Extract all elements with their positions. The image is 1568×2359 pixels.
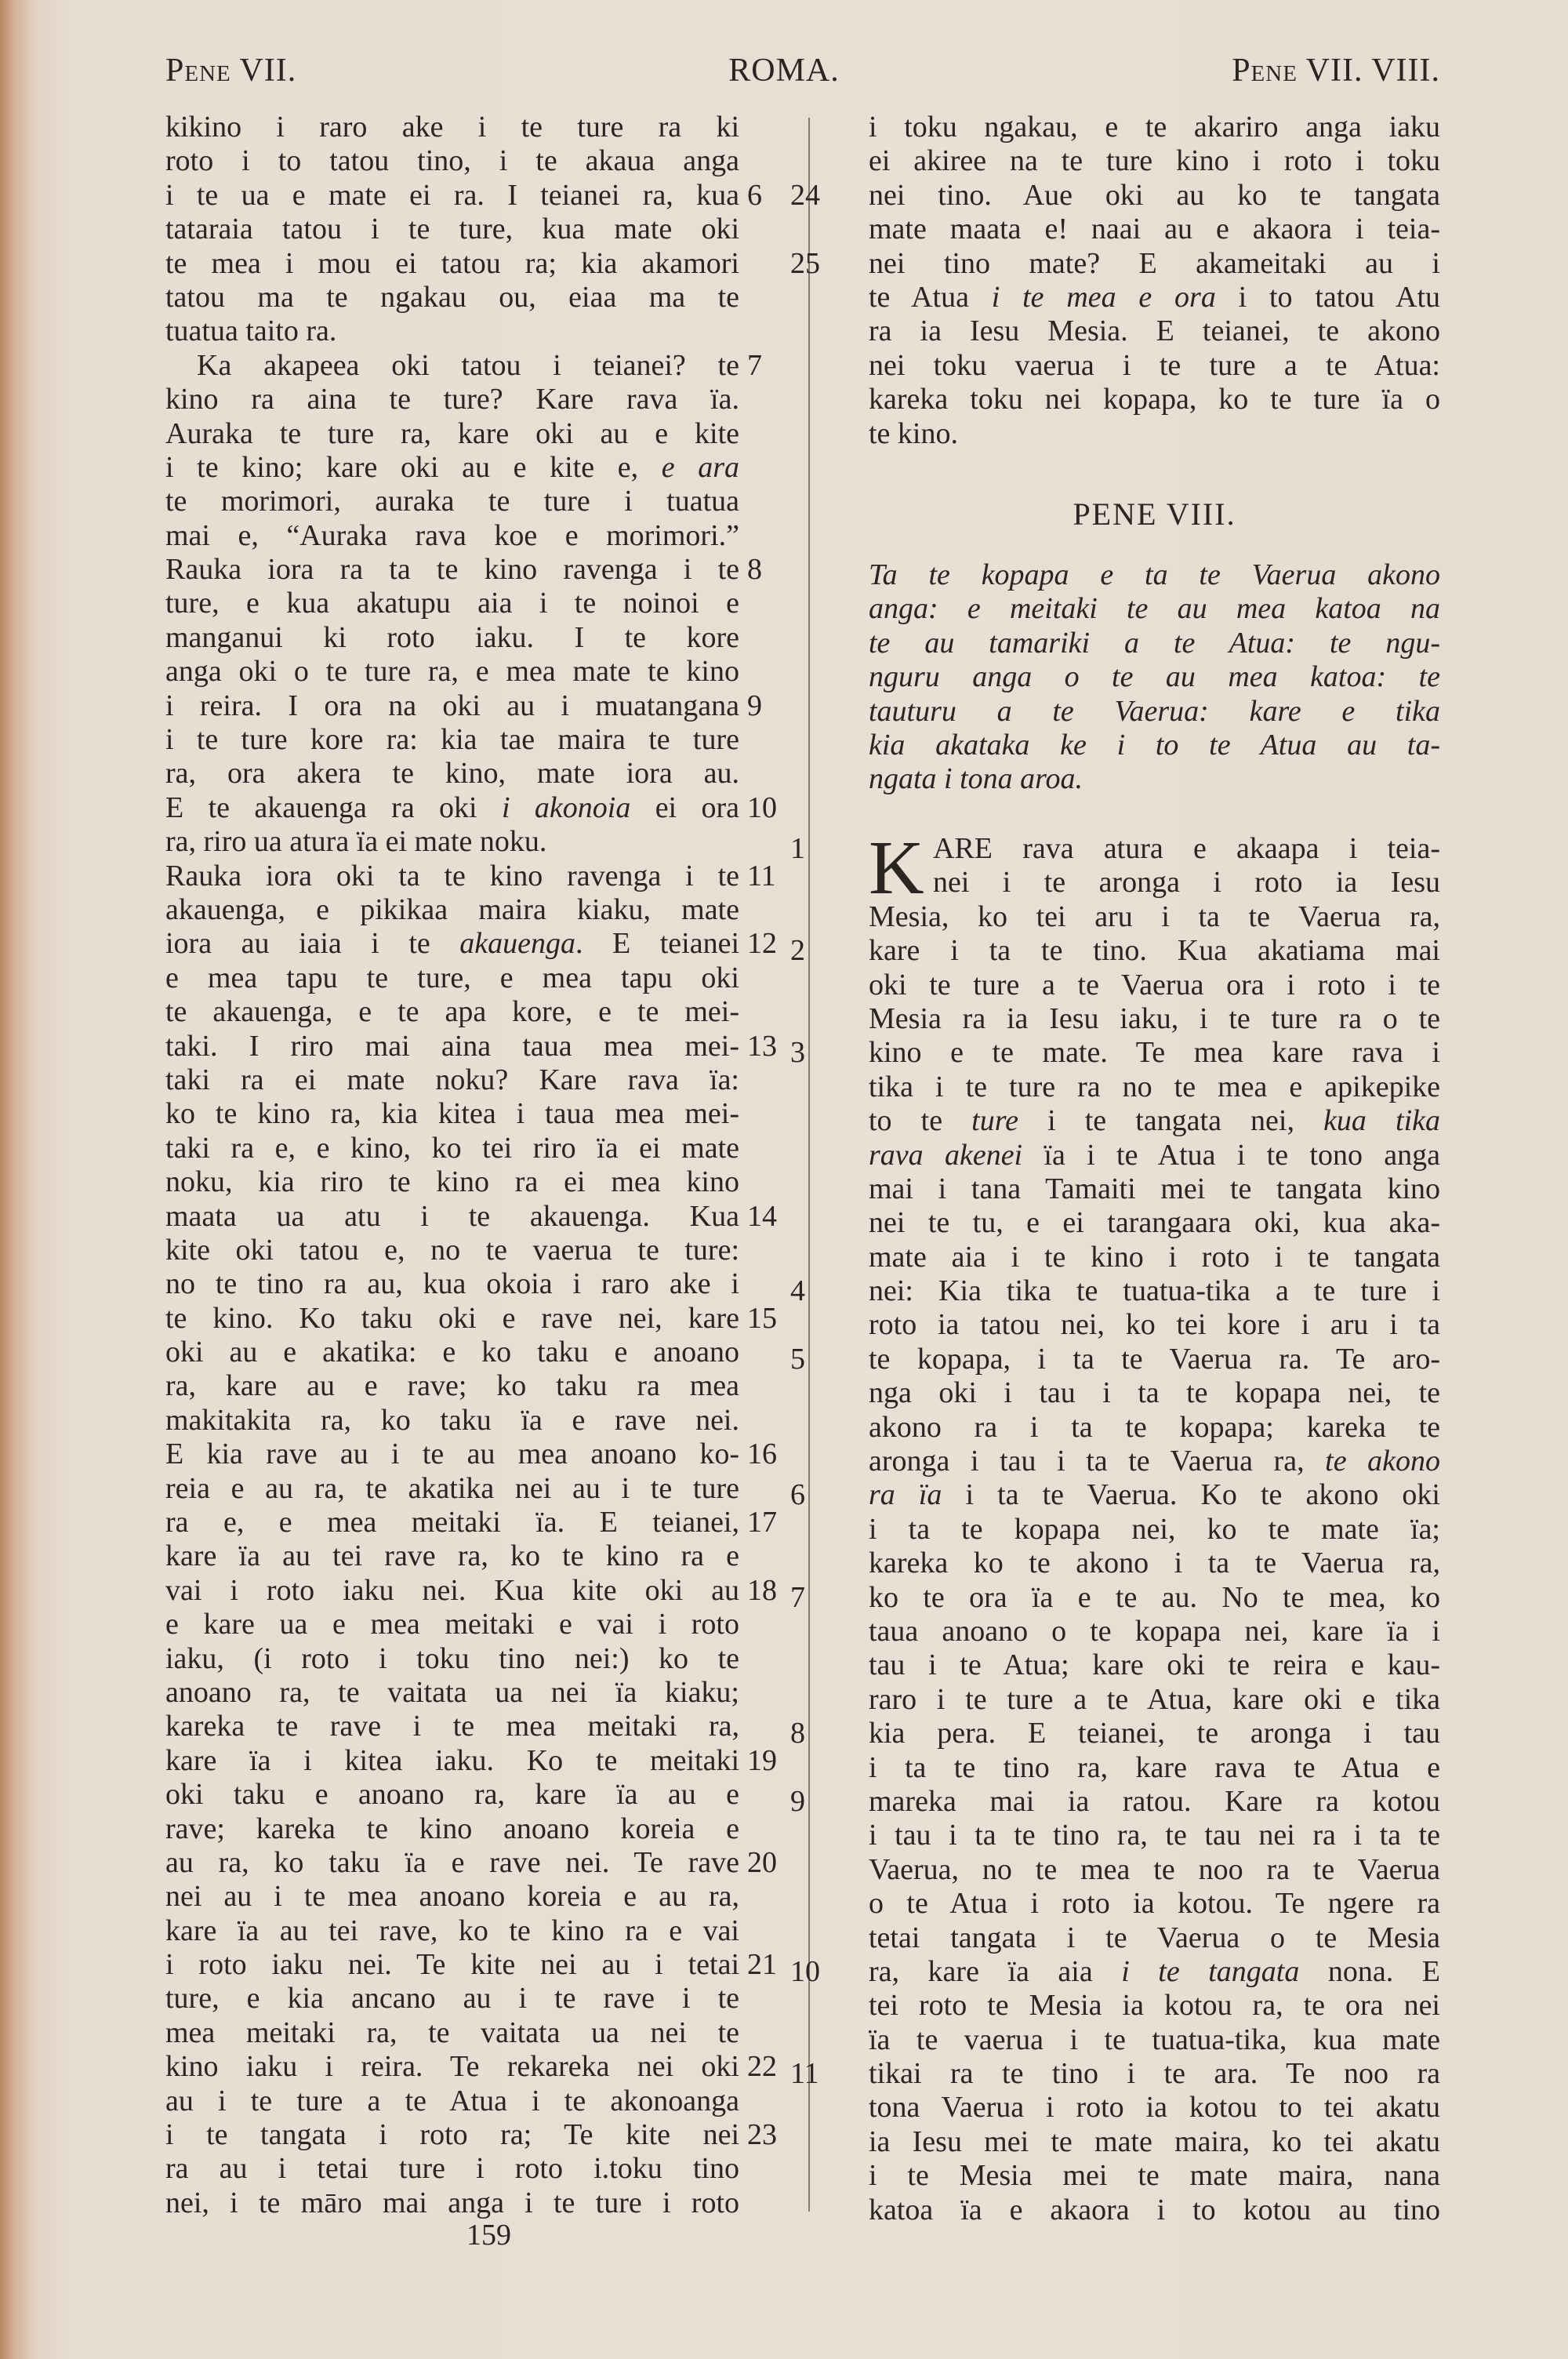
text-line [869,1241,1440,1274]
text-run: te kopapa, i ta te Vaerua ra. Te aro- [869,1342,1440,1376]
text-run: ra, kare ïa aia [869,1954,1122,1988]
text-line [869,1921,1440,1955]
text-run: roto i to tatou tino, i te akaua anga [165,144,739,178]
text-line [165,1743,777,1778]
text-line [869,1070,1440,1104]
text-line [165,1506,777,1539]
verse-number: 6 [747,178,762,212]
text-line [165,757,739,791]
text-line [165,1573,777,1608]
text-line [869,1751,1440,1785]
verse-number: 9 [747,689,762,722]
text-line [869,592,1440,626]
text-run: te akauenga, e te apa kore, e te mei- [165,995,739,1029]
text-run: ARE rava atura e akaapa i teia- [933,832,1440,865]
text-line [165,519,739,553]
text-line [869,1139,1440,1172]
text-line [790,1036,1440,1070]
text-run: i tau i ta te tino ra, te tau nei ra i ta te [869,1819,1440,1852]
text-line [165,1404,739,1438]
text-run: ture, e kua akatupu aia i te noinoi e [165,587,739,620]
text-line [165,723,739,757]
italic-text-run: tauturu a te Vaerua: kare e tika [869,694,1440,728]
text-run: i te kino; kare oki au e kite e, [165,450,662,484]
text-line [165,961,739,995]
text-line [165,1778,739,1812]
text-run: kareka ko te akono i ta te Vaerua ra, [869,1547,1440,1580]
text-line [869,2159,1440,2193]
chapter-summary [869,558,1440,797]
text-line [869,1445,1440,1478]
page-number: 159 [466,2219,511,2252]
left-column [165,111,777,2220]
text-line [869,866,1440,900]
text-line [869,729,1440,762]
text-line [165,1097,739,1131]
text-line [869,1853,1440,1887]
text-run: i ta te kopapa nei, ko te mate ïa; [869,1512,1440,1546]
text-line [165,1199,777,1234]
text-line [790,1954,1440,1989]
text-line [165,995,739,1029]
text-line [869,1513,1440,1547]
text-run: kareka te rave i te mea meitaki ra, [165,1710,739,1743]
text-run: ra, ora akera te kino, mate iora au. [165,757,739,791]
text-line [869,900,1440,934]
text-line [869,2194,1440,2227]
text-run: ïa te vaerua i te tuatua-tika, kua mate [869,2023,1440,2056]
text-line [869,558,1440,592]
text-run: nona. E [1299,1954,1440,1988]
italic-text-run: anga: e meitaki te au mea katoa na [869,592,1440,626]
text-line [790,178,1440,213]
right-column-top [790,111,1440,451]
text-run: mai i tana Tamaiti mei te tangata kino [869,1172,1440,1205]
text-line [165,859,776,893]
italic-text-run: rava akenei [869,1138,1023,1172]
text-run: i ta te tino ra, kare rava te Atua e [869,1750,1440,1784]
text-run: i reira. I ora na oki au i muatangana [165,689,739,722]
text-run: kare ïa au tei rave ra, ko te kino ra e [165,1539,739,1573]
italic-text-run: te akono [1325,1445,1440,1478]
italic-text-run: ture [971,1104,1018,1138]
text-line [869,1819,1440,1852]
text-line [165,2152,739,2186]
text-run: tatou ma te ngakau ou, eiaa ma te [165,280,739,314]
text-run: nei te tu, e ei tarangaara oki, kua aka- [869,1206,1440,1240]
text-line [790,2057,1440,2091]
text-line [165,1029,777,1063]
text-line [165,553,762,587]
text-line [869,627,1440,660]
text-run: iaku, (i roto i toku tino nei:) ko te [165,1641,739,1675]
text-run: kino iaku i reira. Te rekareka nei oki [165,2050,739,2084]
verse-number: 2 [790,934,805,968]
text-line [869,1206,1440,1240]
text-run: vai i roto iaku nei. Kua kite oki au [165,1573,739,1607]
text-run: oki taku e anoano ra, kare ïa au e [165,1778,739,1812]
verse-number: 11 [790,2057,819,2091]
text-line [869,417,1440,451]
text-line [869,144,1440,178]
text-line [869,1615,1440,1648]
text-line [869,281,1440,314]
text-line [165,791,777,825]
verse-number: 4 [790,1274,805,1308]
text-run: o te Atua i roto ia kotou. Te ngere ra [869,1887,1440,1921]
text-run: i te tangata i roto ra; Te kite nei [165,2118,739,2152]
text-run: nei tino mate? E akameitaki au i [869,246,1440,280]
text-line [790,1478,1440,1512]
text-run: . E teianei [575,927,739,961]
text-run: kareka toku nei kopapa, ko te ture ïa o [869,383,1440,416]
text-line [165,1438,777,1471]
text-run: taki ra ei mate noku? Kare rava ïa: [165,1063,739,1096]
text-line [790,1342,1440,1376]
text-line [869,2125,1440,2159]
verse-number: 23 [747,2118,777,2152]
text-run: nga oki i tau i ta te kopapa nei, te [869,1376,1440,1410]
text-line [165,281,739,314]
text-run: i roto iaku nei. Te kite nei au i tetai [165,1948,739,1982]
text-run: te kino. Ko taku oki e rave nei, kare [165,1301,739,1335]
italic-text-run: te au tamariki a te Atua: te ngu- [869,626,1440,660]
text-run: tetai tangata i te Vaerua o te Mesia [869,1921,1440,1954]
text-run: te Atua [869,280,992,314]
text-run: au i te ture a te Atua i te akonoanga [165,2084,739,2117]
text-line [869,1547,1440,1580]
text-run: ture, e kia ancano au i te rave i te [165,1982,739,2016]
text-line [165,655,739,689]
italic-text-run: kua tika [1323,1104,1440,1138]
text-line [165,1676,739,1710]
text-run: oki te ture a te Vaerua ora i roto i te [869,968,1440,1001]
text-run: Mesia, ko tei aru i ta te Vaerua ra, [869,900,1440,933]
text-line [165,1472,739,1506]
text-line [165,1608,739,1641]
text-line [165,2085,739,2118]
verse-number: 6 [790,1478,805,1512]
text-run: kikino i raro ake i te ture ra ki [165,111,739,144]
text-line [165,1914,739,1948]
right-column-verses [790,826,1441,2227]
text-run: ko te ora ïa e te au. No te mea, ko [869,1580,1440,1614]
text-run: tona Vaerua i roto ia kotou to tei akatu [869,2091,1440,2125]
text-run: E te akauenga ra oki [165,791,502,824]
text-line [165,247,739,281]
text-run: kare i ta te tino. Kua akatiama mai [869,934,1440,968]
text-run: anoano ra, te vaitata ua nei ïa kiaku; [165,1675,739,1709]
text-run: tikai ra te tino i te ara. Te noo ra [869,2057,1440,2091]
text-run: mareka mai ia ratou. Kare ra kotou [869,1784,1440,1818]
text-line [165,1132,739,1165]
text-line [869,1376,1440,1410]
text-line [869,969,1440,1002]
text-run: ïa i te Atua i te tono anga [1022,1138,1441,1172]
text-line [790,246,1440,281]
text-run: Rauka iora ra ta te kino ravenga i te [165,553,739,587]
text-line [165,213,739,246]
text-run: nei au i te mea anoano koreia e au ra, [165,1880,739,1914]
text-line [869,314,1440,348]
verse-number: 1 [790,832,805,865]
text-run: oki au e akatika: e ko taku e anoano [165,1336,739,1369]
text-line [790,934,1440,968]
text-line [165,2186,739,2220]
text-line [869,660,1440,694]
verse-number: 19 [747,1743,777,1777]
verse-number: 17 [747,1506,777,1539]
text-run: nei tino. Aue oki au ko te tangata [869,178,1440,212]
text-run: tau i te Atua; kare oki te reira e kau- [869,1648,1440,1682]
text-line [165,1642,739,1676]
text-run: raro i te ture a te Atua, kare oki e tika [869,1682,1440,1716]
text-line [869,1308,1440,1342]
text-run: ko te kino ra, kia kitea i taua mea mei- [165,1097,739,1131]
verse-number: 8 [790,1717,805,1750]
text-run: kia pera. E teianei, te aronga i tau [869,1717,1440,1750]
text-run: nei i te aronga i roto ia Iesu [933,866,1440,900]
text-run: kino e te mate. Te mea kare rava i [869,1036,1440,1070]
verse-number: 13 [747,1029,777,1063]
text-run: ra e, e mea meitaki ïa. E teianei, [165,1506,739,1539]
text-run: taki ra e, e kino, ko tei riro ïa ei mate [165,1131,739,1165]
text-run: mate maata e! naai au e akaora i teia- [869,213,1440,246]
text-line [165,1336,739,1369]
verse-number: 10 [790,1954,820,1988]
italic-text-run: Ta te kopapa e ta te Vaerua akono [869,558,1440,591]
verse-number: 21 [747,1948,777,1982]
text-run: kare ïa au tei rave, ko te kino ra e vai [165,1914,739,1947]
italic-text-run: i te tangata [1121,1954,1300,1988]
text-run: roto ia tatou nei, ko tei kore i aru i ta [869,1308,1440,1342]
text-line [165,111,739,144]
verse-number: 14 [747,1199,777,1233]
text-run: Auraka te ture ra, kare oki au e kite [165,416,739,450]
text-line [165,1982,739,2016]
text-line [165,587,739,620]
text-run: te mea i mou ei tatou ra; kia akamori [165,246,739,280]
text-line [790,832,1440,866]
text-run: tataraia tatou i te ture, kua mate oki [165,213,739,246]
verse-number: 11 [747,859,776,892]
text-line [165,2050,777,2084]
italic-text-run: i akonoia [501,791,631,824]
text-line [165,1234,739,1267]
text-line [165,1948,777,1982]
text-run: no te tino ra au, kua okoia i raro ake i [165,1267,739,1301]
text-run: mai e, “Auraka rava koe e morimori.” [165,518,739,552]
text-line [165,1539,739,1573]
text-run: e kare ua e mea meitaki e vai i roto [165,1608,739,1641]
text-line [165,144,739,178]
text-run: i te ua e mate ei ra. I teianei ra, kua [165,178,739,212]
text-line [165,348,762,383]
text-run: to te [869,1104,972,1138]
text-line [165,1880,739,1914]
text-run: kino ra aina te ture? Kare rava ïa. [165,383,739,416]
text-run: i toku ngakau, e te akariro anga iaku [869,111,1440,144]
text-run: akauenga, e pikikaa maira kiaku, mate [165,892,739,926]
verse-number: 16 [747,1438,777,1471]
text-run: taua anoano o te kopapa nei, kare ïa i [869,1614,1440,1648]
text-run: ra, riro ua atura ïa ei mate noku. [165,825,547,859]
text-run: mea meitaki ra, te vaitata ua nei te [165,2016,739,2049]
verse-number: 20 [747,1845,777,1879]
text-line [790,1717,1440,1750]
text-line [165,893,739,927]
text-line [869,2023,1440,2057]
text-line [869,1648,1440,1682]
text-run: ei akiree na te ture kino i roto i toku [869,144,1440,178]
text-run: au ra, ko taku ïa e rave nei. Te rave [165,1845,739,1879]
text-line [165,1165,739,1199]
text-line [869,1172,1440,1206]
text-line [790,1784,1440,1819]
text-run: Rauka iora oki ta te kino ravenga i te [165,859,739,892]
verse-number: 8 [747,553,762,587]
text-line [165,621,739,655]
text-run: ei ora [630,791,739,824]
text-line [165,417,739,451]
text-line [869,1683,1440,1717]
text-run: aronga i tau i ta te Vaerua ra, [869,1445,1326,1478]
text-line [165,485,739,518]
text-line [165,2016,739,2050]
italic-text-run: i te mea e ora [991,280,1216,314]
text-run: nei, i te māro mai anga i te ture i roto [165,2186,739,2219]
text-run: akono ra i ta te kopapa; kareka te [869,1410,1440,1444]
text-run: e mea tapu te ture, e mea tapu oki [165,961,739,994]
text-line [869,2091,1440,2125]
verse-number: 15 [747,1301,777,1335]
text-line [165,689,762,723]
italic-text-run: ngata i tona aroa. [869,762,1083,796]
italic-text-run: nguru anga o te au mea katoa: te [869,660,1440,694]
text-line [165,1267,739,1301]
text-line [165,178,762,213]
text-run: manganui ki roto iaku. I te kore [165,620,739,654]
text-run: ra ia Iesu Mesia. E teianei, te akono [869,314,1440,348]
text-run: makitakita ra, ko taku ïa e rave nei. [165,1403,739,1437]
text-line [165,314,739,348]
italic-text-run: e ara [661,450,739,484]
text-line [165,1845,777,1880]
text-run: kare ïa i kitea iaku. Ko te meitaki [165,1743,739,1777]
text-run: taki. I riro mai aina taua mea mei- [165,1029,739,1063]
text-run: tuatua taito ra. [165,314,337,348]
text-line [165,2118,777,2152]
text-run: nei: Kia tika te tuatua-tika a te ture i [869,1274,1440,1308]
header-center-text: ROMA. [728,53,840,89]
italic-text-run: ra ïa [869,1478,942,1512]
text-line [869,213,1440,246]
header-left-text: Pene VII. [165,53,297,89]
text-line [165,1063,739,1097]
text-run: i ta te Vaerua. Ko te akono oki [942,1478,1440,1512]
text-line [165,383,739,416]
text-run: Mesia ra ia Iesu iaku, i te ture ra o te [869,1001,1440,1035]
text-line [869,1989,1440,2023]
text-run: tei roto te Mesia ia kotou ra, te ora nei [869,1989,1440,2023]
text-line [165,1812,739,1846]
text-run: iora au iaia i te [165,927,460,961]
text-line [165,1369,739,1403]
text-line [869,1002,1440,1036]
text-run: Ka akapeea oki tatou i teianei? te [197,348,739,382]
text-run: i to tatou Atu [1215,280,1440,314]
text-run: ia Iesu mei te mate maira, ko tei akatu [869,2125,1440,2158]
running-header-right [1232,52,1440,89]
verse-number: 9 [790,1784,805,1818]
verse-number: 5 [790,1342,805,1376]
verse-number: 12 [747,927,777,961]
text-run: noku, kia riro te kino ra ei mea kino [165,1165,739,1199]
verse-number: 18 [747,1573,777,1607]
text-line [165,1710,739,1743]
verse-number: 22 [747,2050,777,2084]
text-line [165,1301,777,1336]
verse-number: 7 [747,348,762,382]
text-line [869,1411,1440,1445]
text-line [869,1887,1440,1921]
text-line [869,383,1440,416]
text-run: i te ture kore ra: kia tae maira te ture [165,723,739,757]
text-run: te kino. [869,416,958,450]
text-run: i te Mesia mei te mate maira, nana [869,2159,1440,2193]
italic-text-run: akauenga [459,927,576,961]
text-line [869,349,1440,383]
text-run: kite oki tatou e, no te vaerua te ture: [165,1233,739,1267]
text-run: ra, kare au e rave; ko taku ra mea [165,1369,739,1403]
chapter-heading: PENE VIII. [1073,496,1236,532]
text-run: maata ua atu i te akauenga. Kua [165,1199,739,1233]
verse-number: 25 [790,246,820,280]
verse-number: 10 [747,791,777,824]
text-run: reia e au ra, te akatika nei au i te ture [165,1471,739,1505]
text-run: ra au i tetai ture i roto i.toku tino [165,2152,739,2186]
italic-text-run: kia akataka ke i to te Atua au ta- [869,728,1440,761]
text-run: i te tangata nei, [1018,1104,1324,1138]
text-run: anga oki o te ture ra, e mea mate te kino [165,655,739,689]
column-divider [808,118,810,2212]
text-run: E kia rave au i te au mea anoano ko- [165,1438,739,1471]
text-run: nei toku vaerua i te ture a te Atua: [869,348,1440,382]
text-line [869,695,1440,729]
text-line [165,927,777,961]
text-run: katoa ïa e akaora i to kotou au tino [869,2193,1440,2226]
text-run: mate aia i te kino i roto i te tangata [869,1240,1440,1274]
text-line [165,825,739,859]
drop-cap: K [869,826,924,911]
text-line [869,111,1440,144]
header-right-text: Pene VII. VIII. [1232,53,1440,89]
text-run: tika i te ture ra no te mea e apikepike [869,1070,1440,1103]
text-line [790,1274,1440,1308]
verse-number: 7 [790,1580,805,1614]
text-run: rave; kareka te kino anoano koreia e [165,1812,739,1845]
text-line [165,451,739,485]
text-run: te morimori, auraka te ture i tuatua [165,485,739,518]
verse-number: 24 [790,178,820,212]
text-line [790,1580,1440,1615]
text-line [869,1104,1440,1138]
text-line [869,762,1440,796]
text-run: Vaerua, no te mea te noo ra te Vaerua [869,1852,1440,1886]
verse-number: 3 [790,1036,805,1070]
